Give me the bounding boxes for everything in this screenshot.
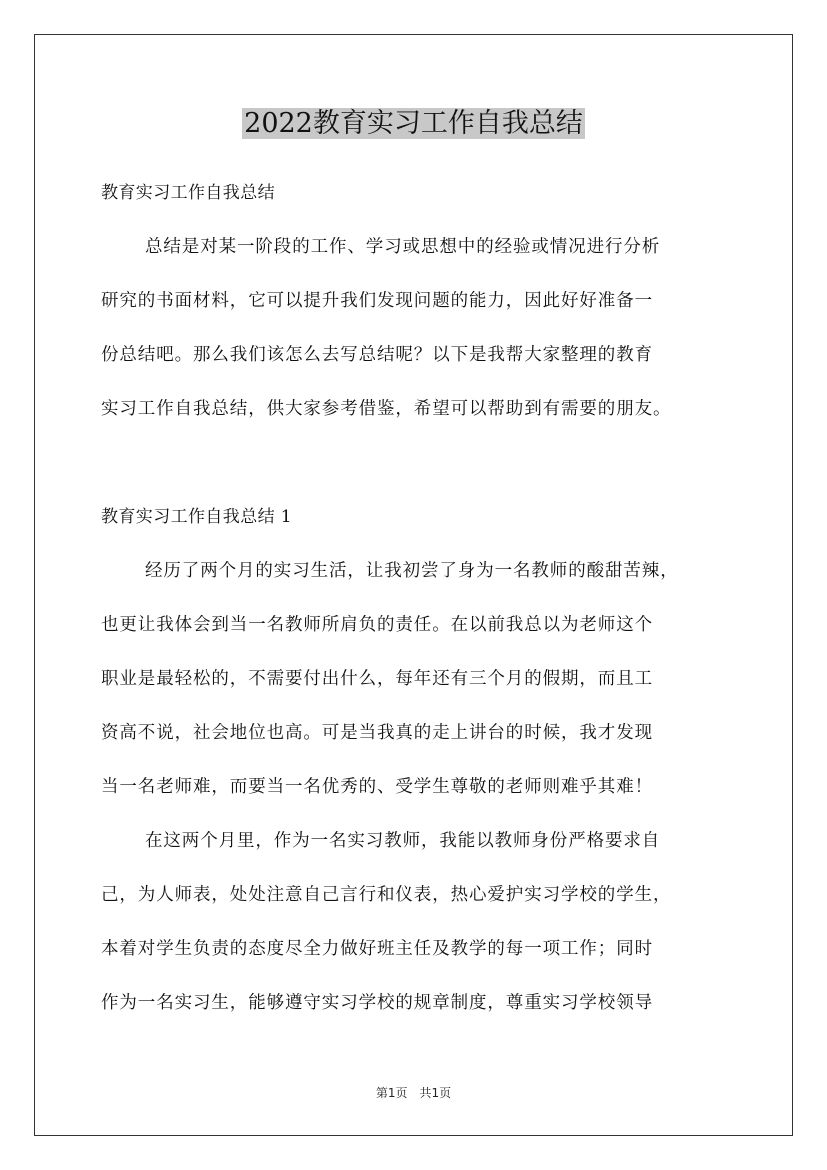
para1-line-3: 职业是最轻松的，不需要付出什么，每年还有三个月的假期，而且工 [101, 669, 653, 689]
para1-line-5: 当一名老师难，而要当一名优秀的、受学生尊敬的老师则难乎其难！ [101, 777, 653, 797]
para2-line-3: 本着对学生负责的态度尽全力做好班主任及教学的每一项工作；同时 [101, 939, 653, 959]
para2-line-4: 作为一名实习生，能够遵守实习学校的规章制度，尊重实习学校领导 [101, 993, 653, 1013]
intro-line-3: 份总结吧。那么我们该怎么去写总结呢？以下是我帮大家整理的教育 [101, 345, 653, 365]
section-heading-1: 教育实习工作自我总结 1 [101, 507, 293, 527]
intro-line-1: 总结是对某一阶段的工作、学习或思想中的经验或情况进行分析 [145, 237, 661, 257]
document-title [0, 104, 827, 144]
para2-line-2: 己，为人师表，处处注意自己言行和仪表，热心爱护实习学校的学生， [101, 885, 672, 905]
para1-line-2: 也更让我体会到当一名教师所肩负的责任。在以前我总以为老师这个 [101, 615, 653, 635]
document-title-text: 2022教育实习工作自我总结 [244, 108, 583, 139]
intro-line-4: 实习工作自我总结，供大家参考借鉴，希望可以帮助到有需要的朋友。 [101, 399, 672, 419]
section-heading: 教育实习工作自我总结 [101, 183, 275, 203]
intro-line-2: 研究的书面材料，它可以提升我们发现问题的能力，因此好好准备一 [101, 291, 653, 311]
para1-line-4: 资高不说，社会地位也高。可是当我真的走上讲台的时候，我才发现 [101, 723, 653, 743]
para1-line-1: 经历了两个月的实习生活，让我初尝了身为一名教师的酸甜苦辣， [145, 561, 679, 581]
page-footer: 第1页 共1页 [375, 1086, 452, 1100]
para2-line-1: 在这两个月里，作为一名实习教师，我能以教师身份严格要求自 [145, 831, 661, 851]
